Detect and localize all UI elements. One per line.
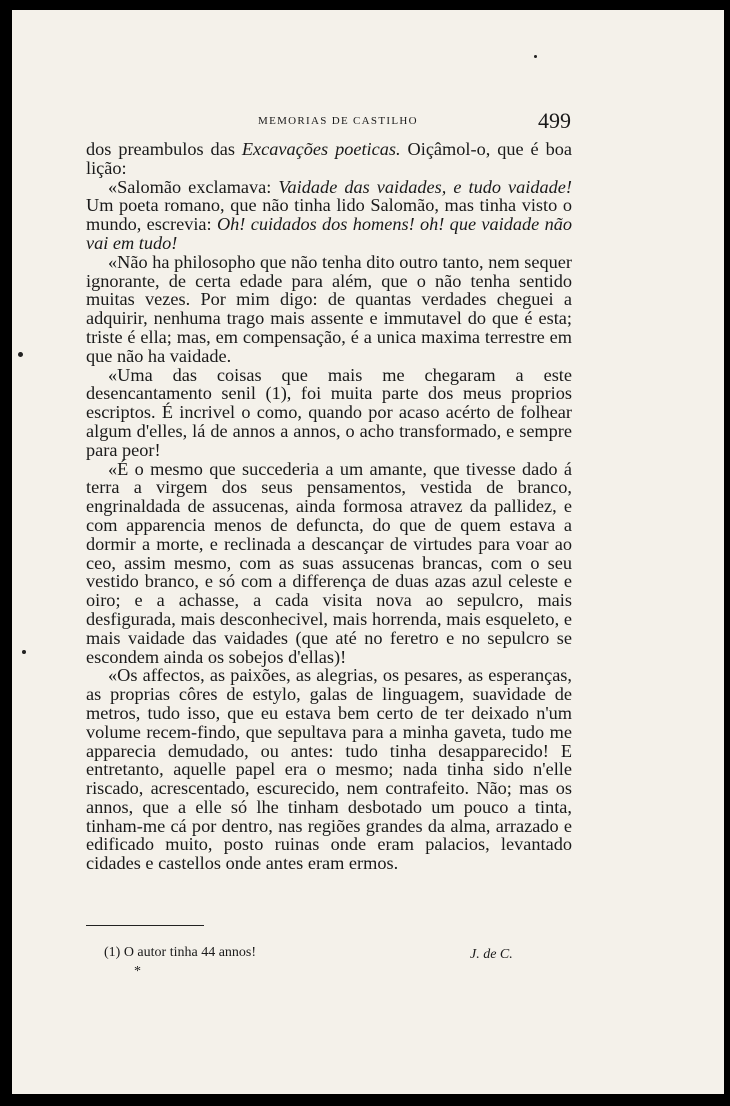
scan-speck — [534, 55, 537, 58]
asterisk-mark: * — [134, 964, 141, 979]
paragraph: «Os affectos, as paixões, as alegrias, os pesares, as esperanças, as proprias côres de estylo, galas de linguagem, suavidade de metros, tudo isso, que eu estava bem certo de ter deixado n'um volume recem-findo, que sepultava para a minha gaveta, tudo me apparecia demudado, ou antes: tudo tinha desapparecido! E entretanto, aquelle papel era o mesmo; nada tinha sido n'elle riscado, acrescentado, escurecido, nem contrafeito. Não; mas os annos, que a elle só lhe tinham desbotado um pouco a tinta, tinham-me cá por dentro, nas regiões grandes da alma, arrazado e edificado muito, posto ruinas onde eram palacios, levantado cidades e castellos onde antes eram ermos. — [86, 665, 572, 874]
scan-border-left — [0, 0, 12, 1106]
paragraph: «Não ha philosopho que não tenha dito outro tanto, nem sequer ignorante, de certa edade para além, que o não tenha sentido muitas vezes. Por mim digo: de quantas verdades cheguei a adquirir, nenhuma trago mais assente e immutavel do que é esta; triste é ella; mas, em compensação, é a unica maxima terrestre em que não ha vaidade. — [86, 251, 572, 366]
scan-border-bottom — [0, 1094, 730, 1106]
scan-speck — [22, 650, 26, 654]
footnote: (1) O autor tinha 44 annos! — [104, 945, 257, 960]
paragraph: «Uma das coisas que mais me chegaram a este desencantamento senil (1), foi muita parte dos meus proprios escriptos. É incrivel o como, quando por acaso acérto de folhear algum d'elles, lá de annos a annos, o acho transformado, e sempre para peor! — [86, 364, 572, 460]
paragraph: dos preambulos das Excavações poeticas. Oiçâmol-o, que é boa lição: — [86, 139, 572, 178]
signature: J. de C. — [470, 947, 513, 962]
scan-border-top — [0, 0, 730, 10]
footnote-rule — [86, 925, 204, 926]
paragraph: «Salomão exclamava: Vaidade das vaidades, e tudo vaidade! Um poeta romano, que não tinha lido Salomão, mas tinha visto o mundo, escrevia: Oh! cuidados dos homens! oh! que vaidade não vai em tudo! — [86, 176, 573, 253]
scan-speck — [18, 352, 23, 357]
page-number: 499 — [538, 108, 571, 133]
running-title: MEMORIAS DE CASTILHO — [258, 115, 418, 127]
paragraph: «É o mesmo que succederia a um amante, que tivesse dado á terra a virgem dos seus pensamentos, vestida de branco, engrinaldada de assucenas, ainda formosa atravez da pallidez, e com apparencia menos de defuncta, do que de quem estava a dormir a morte, e reclinada a descançar de virtudes para voar ao ceo, assim mesmo, com as suas assucenas brancas, com o seu vestido branco, e só com a differença de duas azas azul celeste e oiro; e a achasse, a cada visita nova ao sepulcro, mais desfigurada, mais desconhecivel, mais horrenda, mais esqueleto, e mais vaidade das vaidades (que até no feretro e no sepulcro se escondem ainda os sobejos d'ellas)! — [86, 458, 572, 667]
body-text — [86, 140, 572, 873]
scan-border-right — [724, 0, 730, 1106]
